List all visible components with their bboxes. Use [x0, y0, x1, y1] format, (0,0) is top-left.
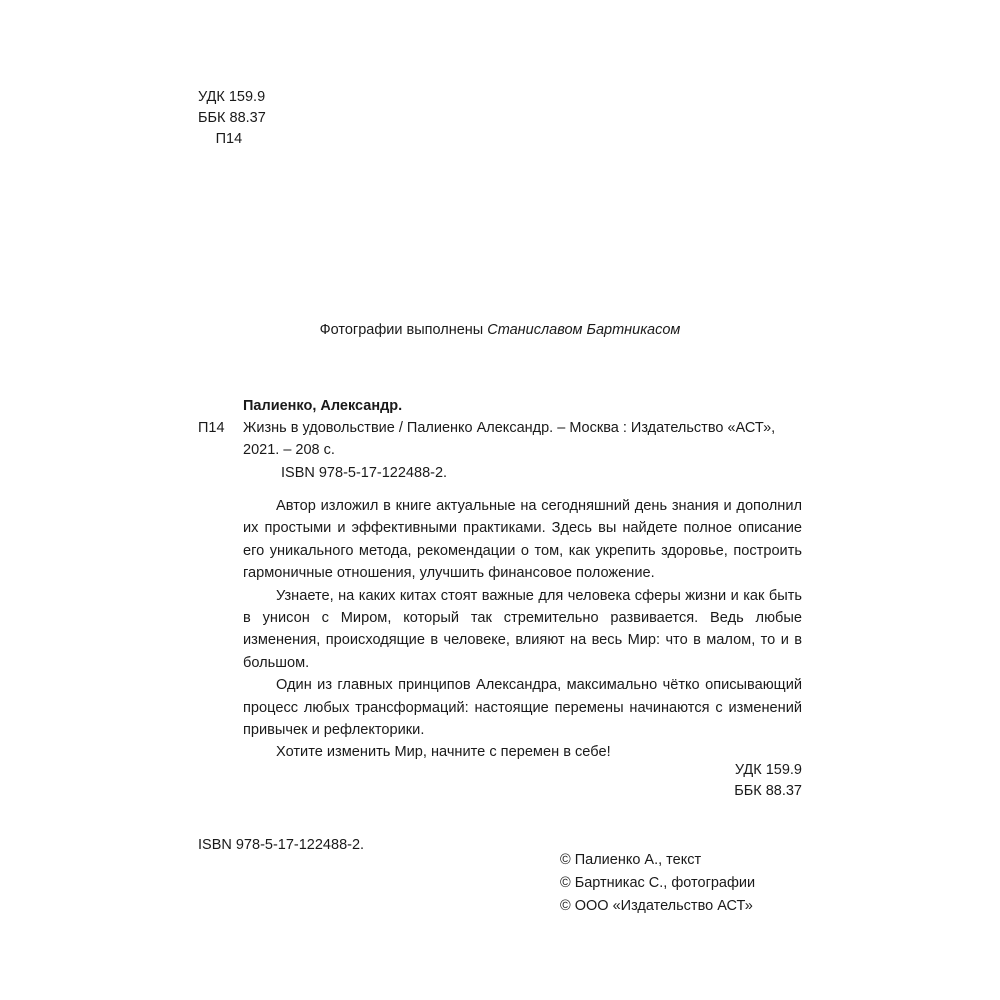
photo-credit-prefix: Фотографии выполнены [319, 322, 488, 338]
classification-codes-top [198, 87, 266, 150]
catalog-sigil-top: П14 [215, 131, 243, 147]
copyright-block [560, 849, 755, 918]
classification-codes-bottom [400, 760, 802, 802]
bbk-code-top: ББК 88.37 [198, 110, 266, 126]
annotation-text [243, 495, 802, 764]
udk-code-bottom: УДК 159.9 [734, 762, 802, 778]
annotation-paragraph: Хотите изменить Мир, начните с перемен в себе! [276, 744, 611, 761]
copyright-line: © Бартникас С., фотографии [560, 875, 756, 891]
bbk-code-bottom: ББК 88.37 [734, 783, 802, 799]
bibliographic-body [243, 395, 802, 484]
copyright-line: © ООО «Издательство АСТ» [560, 898, 753, 914]
photographer-name: Станиславом Бартникасом [487, 322, 681, 338]
bibliographic-author: Палиенко, Александр. [243, 398, 403, 414]
bibliographic-record [198, 395, 802, 484]
bibliographic-isbn: ISBN 978-5-17-122488-2. [281, 465, 448, 481]
bibliographic-sigil: П14 [198, 420, 225, 436]
udk-code-top: УДК 159.9 [198, 89, 266, 105]
copyright-line: © Палиенко А., текст [560, 852, 702, 868]
annotation-paragraph: Один из главных принципов Александра, максимально чётко описывающий процесс любых трансформаций: настоящие перемены начинаются с изменений привычек и рефлекторики. [243, 677, 802, 739]
annotation-paragraph: Узнаете, на каких китах стоят важные для человека сферы жизни и как быть в унисон с Миром, который так стремительно развивается. Ведь любые изменения, происходящие в человеке, влияют на весь Мир: что в малом, то и в большом. [243, 587, 802, 671]
annotation-paragraph: Автор изложил в книге актуальные на сегодняшний день знания и дополнил их простыми и эффективными практиками. Здесь вы найдете полное описание его уникального метода, рекомендации о том, как укрепить здоровье, построить гармоничные отношения, улучшить финансовое положение. [243, 498, 802, 582]
bibliographic-description: Жизнь в удовольствие / Палиенко Александр. – Москва : Издательство «АСТ», 2021. – 208 с. [243, 420, 776, 458]
footer-isbn: ISBN 978-5-17-122488-2. [198, 837, 365, 853]
photo-credit [0, 320, 1000, 340]
